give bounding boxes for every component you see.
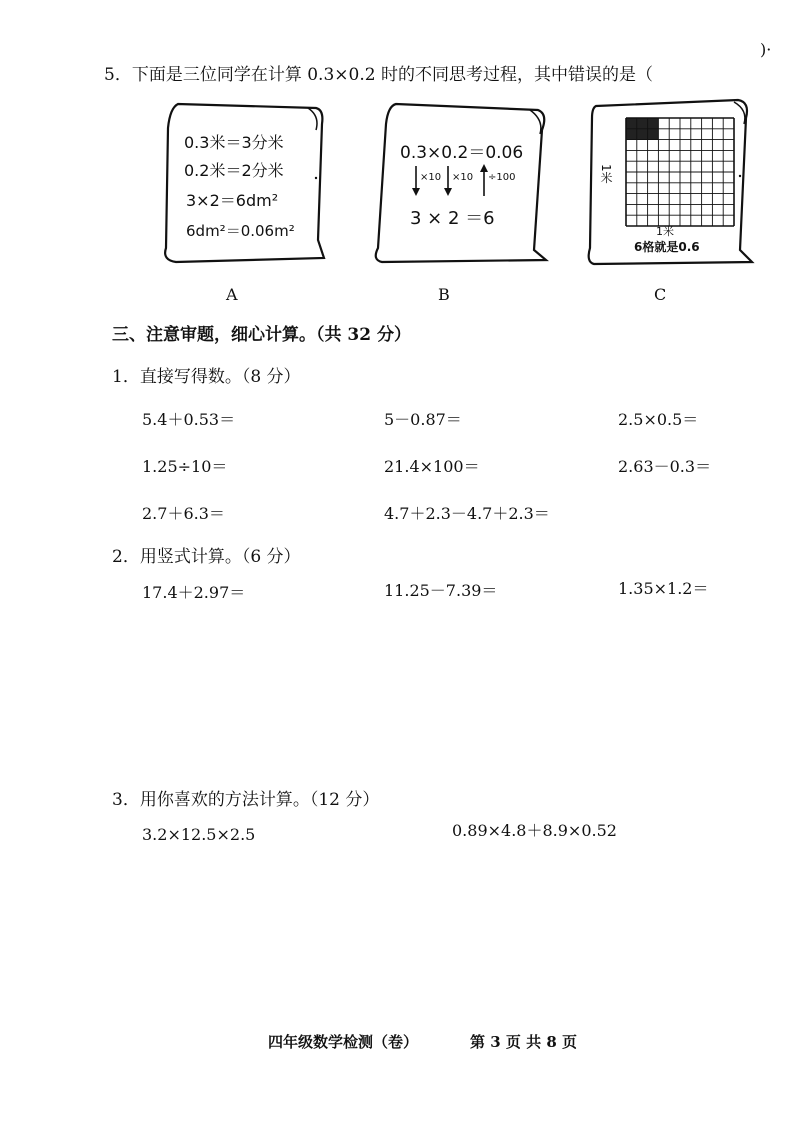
q2-item-3: 1.35×1.2＝: [618, 579, 709, 598]
option-b-paper-outline: [370, 100, 550, 266]
q1-item-1: 5.4＋0.53＝: [142, 410, 236, 429]
question-5-text: 5．下面是三位同学在计算 0.3×0.2 时的不同思考过程，其中错误的是（: [104, 65, 653, 85]
q2-title: 2．用竖式计算。（6 分）: [112, 547, 301, 567]
footer-page: 第 3 页 共 8 页: [470, 1033, 577, 1051]
q3-item-2: 0.89×4.8＋8.9×0.52: [452, 821, 617, 840]
q1-item-5: 21.4×100＝: [384, 457, 480, 476]
option-a-paper-outline: [156, 100, 326, 266]
grid-shaded-cell: [637, 129, 648, 140]
footer-title: 四年级数学检测（卷）: [268, 1033, 419, 1051]
option-c-bottom-label: 1米: [656, 225, 674, 238]
option-c-label: C: [654, 285, 667, 304]
option-c-side-label: 1米: [599, 164, 613, 184]
q2-item-2: 11.25－7.39＝: [384, 581, 498, 600]
grid-shaded-cell: [626, 118, 637, 129]
option-b-label: B: [438, 285, 450, 304]
option-b-bottom-equation: 3 × 2 ＝6: [410, 208, 495, 229]
grid-shaded-cell: [648, 129, 659, 140]
q1-title: 1．直接写得数。（8 分）: [112, 367, 301, 387]
section-3-title: 三、注意审题，细心计算。（共 32 分）: [112, 325, 411, 345]
option-b-arrow-3-label: ÷100: [488, 172, 516, 183]
q1-item-4: 1.25÷10＝: [142, 457, 228, 476]
q1-item-3: 2.5×0.5＝: [618, 410, 699, 429]
option-a-card: [156, 100, 326, 266]
option-a-line-3: 3×2＝6dm²: [186, 191, 279, 210]
option-c-card: [584, 96, 756, 268]
option-a-line-4: 6dm²＝0.06m²: [186, 222, 295, 240]
grid-shaded-cell: [637, 118, 648, 129]
q1-item-2: 5－0.87＝: [384, 410, 462, 429]
q3-title: 3．用你喜欢的方法计算。（12 分）: [112, 790, 380, 810]
option-b-arrow-2-label: ×10: [452, 172, 474, 183]
grid-shaded-cell: [648, 118, 659, 129]
option-a-label: A: [226, 285, 238, 304]
corner-mark: )·: [760, 40, 772, 59]
grid-shaded-cell: [626, 129, 637, 140]
q1-item-7: 2.7＋6.3＝: [142, 504, 225, 523]
q3-item-1: 3.2×12.5×2.5: [142, 825, 256, 844]
option-a-line-2: 0.2米＝2分米: [184, 161, 284, 180]
q1-item-6: 2.63－0.3＝: [618, 457, 712, 476]
option-b-arrow-1-label: ×10: [420, 172, 442, 183]
option-a-line-1: 0.3米＝3分米: [184, 133, 284, 152]
option-c-caption: 6格就是0.6: [634, 240, 700, 254]
option-b-top-equation: 0.3×0.2＝0.06: [400, 143, 524, 163]
option-c-grid: [626, 118, 734, 226]
q1-item-8: 4.7＋2.3－4.7＋2.3＝: [384, 504, 550, 523]
q2-item-1: 17.4＋2.97＝: [142, 583, 246, 602]
option-b-card: [370, 100, 550, 266]
